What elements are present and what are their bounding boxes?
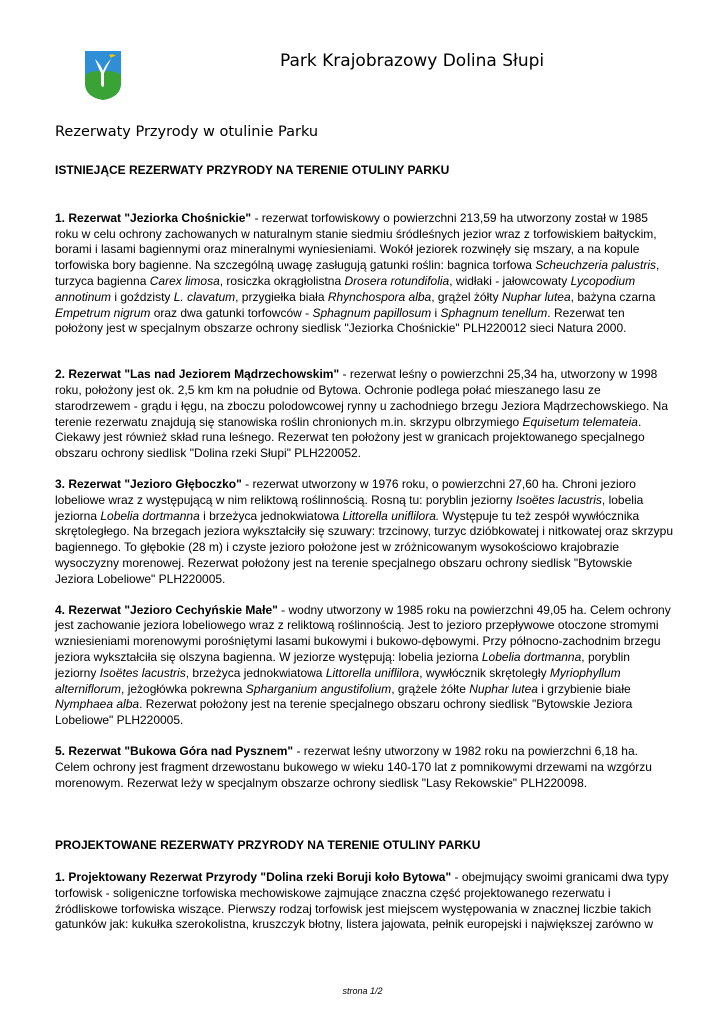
species-name: Nuphar lutea — [469, 681, 538, 696]
reserve-title: 1. Rezerwat "Jeziorka Chośnickie" — [55, 210, 252, 225]
text-run: . Ciekawy jest również skład runa leśnego. Rezerwat ten położony jest w granicach projektowanego specjalnego obszaru ochrony siedlisk "Dolina rzeki Słupi" PLH220052. — [55, 414, 645, 461]
section-heading-existing: ISTNIEJĄCE REZERWATY PRZYRODY NA TERENIE OTULINY PARKU — [55, 163, 450, 177]
text-run: . Rezerwat ten położony jest w specjalnym obszarze ochrony siedlisk "Jeziorka Chośnickie" PLH220012 sieci Natura 2000. — [55, 305, 627, 336]
species-name: Lobelia dortmanna — [481, 649, 582, 664]
text-run: , przygiełka biała — [235, 289, 328, 304]
reserve-title: 3. Rezerwat "Jezioro Głęboczko" — [55, 476, 242, 491]
text-run: i brzeżyca jednokwiatowa — [199, 508, 343, 523]
reserve-paragraph — [55, 367, 673, 462]
text-run: - rezerwat utworzony w 1976 roku, o powierzchni 27,60 ha. Chroni jezioro lobeliowe wraz z występującą w nim reliktową roślinnością. Rosną tu: poryblin jeziorny — [55, 476, 636, 507]
species-name: Nuphar lutea — [501, 289, 571, 304]
text-run: - rezerwat torfowiskowy o powierzchni 213,59 ha utworzony został w 1985 roku w celu ochrony zachowanych w naturalnym stanie siedmiu śródleśnych jezior wraz z torfowiskiem bałtyckim, borami i lasami bagiennymi oraz mineralnymi wyniesieniami. Wokół jeziorek rozwinęły się mszary, a na kopule torfowiska bory bagienne. Na szczególną uwagę zasługują gatunki roślin: bagnica torfowa — [55, 210, 657, 273]
species-name: Nymphaea alba — [55, 697, 140, 712]
reserve-paragraph — [55, 744, 673, 791]
reserve-title: 4. Rezerwat "Jezioro Cechyńskie Małe" — [55, 602, 278, 617]
text-run: - rezerwat leśny o powierzchni 25,34 ha, utworzony w 1998 roku, położony jest ok. 2,5 km km na południe od Bytowa. Ochronie podlega połać mieszanego lasu ze starodrzewem - grądu i łęgu, na zboczu polodowcowej rynny u zachodniego brzegu Jeziora Mądrzechowskiego. Na terenie rezerwatu znajdują się stanowiska roślin chronionych m.in. skrzypu olbrzymiego — [55, 367, 668, 429]
reserve-title: 2. Rezerwat "Las nad Jeziorem Mądrzechowskim" — [55, 367, 340, 382]
text-run: , bażyna czarna — [570, 289, 656, 304]
text-run: i goździsty — [111, 289, 174, 304]
text-run: - wodny utworzony w 1985 roku na powierzchni 49,05 ha. Celem ochrony jest zachowanie jeziora lobeliowego wraz z reliktową roślinnością. Jest to jezioro przepływowe otoczone stromymi wzniesieniami morenowymi porośniętymi lasami bukowymi i bukowo-dębowymi. Przy północno-zachodnim brzegu jeziora wykształciła się olszyna bagienna. W jeziorze występują: lobelia jeziorna — [55, 602, 671, 664]
reserve-paragraph — [55, 211, 673, 337]
reserve-description — [55, 477, 673, 586]
species-name: Scheuchzeria palustris — [535, 258, 657, 273]
species-name: Drosera rotundifolia — [344, 273, 450, 288]
page-number: strona 1/2 — [342, 986, 383, 996]
text-run: , widłaki - jałowcowaty — [449, 273, 571, 288]
species-name: Sphagnum tenellum — [440, 305, 548, 320]
reserve-title: 5. Rezerwat "Bukowa Góra nad Pysznem" — [55, 743, 294, 758]
species-name: Isoëtes lacustris — [99, 665, 186, 680]
org-title: Park Krajobrazowy Dolina Słupi — [280, 51, 545, 71]
park-logo-icon — [82, 49, 124, 101]
species-name: Isoëtes lacustris — [515, 492, 602, 507]
text-run: , rosiczka okrągłolistna — [219, 273, 345, 288]
section-heading-planned: PROJEKTOWANE REZERWATY PRZYRODY NA TERENIE OTULINY PARKU — [55, 838, 481, 853]
text-run: i — [431, 305, 441, 320]
reserve-title: 1. Projektowany Rezerwat Przyrody "Dolina rzeki Boruji koło Bytowa" — [55, 870, 452, 885]
text-run: , grążel żółty — [431, 289, 502, 304]
species-name: L. clavatum — [173, 289, 236, 304]
species-name: Lobelia dortmanna — [100, 508, 200, 523]
text-run: , lobelia jeziorna — [55, 492, 644, 523]
text-run: oraz dwa gatunki torfowców - — [150, 305, 313, 320]
species-name: Littorella uniflilora — [325, 665, 420, 680]
text-run: , brzeżyca jednokwiatowa — [185, 665, 326, 680]
species-name: Spharganium angustifolium — [245, 681, 392, 696]
document-body — [55, 163, 673, 933]
text-run: , grążele żółte — [391, 681, 470, 696]
text-run: , wywłócznik skrętoległy — [419, 665, 550, 680]
text-run: , jeżogłówka pokrewna — [121, 681, 246, 696]
text-run: i grzybienie białe — [537, 681, 631, 696]
species-name: Carex limosa — [149, 273, 220, 288]
text-run: , poryblin jeziorny — [55, 649, 630, 680]
species-name: Littorella uniflilora. — [342, 508, 440, 523]
species-name: Empetrum nigrum — [55, 305, 151, 320]
reserve-description — [55, 603, 671, 728]
text-run: Występuje tu też zespół wywłócznika skrętoległego. Na brzegach jeziora wykształciły się szuwary: trzcinowy, turzyc dzióbkowatej i nitkowatej oraz skrzypu bagiennego. To głębokie (28 m) i czyste jezioro położone jest w zróżnicowanym wysokościowo krajobrazie wysoczyzny morenowej. Rezerwat położony jest na terenie specjalnego obszaru ochrony siedlisk "Bytowskie Jeziora Lobeliowe" PLH220005. — [55, 508, 674, 586]
species-name: Sphagnum papillosum — [312, 305, 432, 320]
reserve-description — [55, 211, 659, 336]
species-name: Lycopodium annotinum — [55, 273, 636, 304]
species-name: Equisetum telemateia — [522, 414, 638, 429]
text-run: - obejmujący swoimi granicami dwa typy torfowisk - soligeniczne torfowiska mechowiskowe zajmujące znaczna część projektowanego rezerwatu i źródliskowe torfowiska wiszące. Pierwszy rodzaj torfowisk jest miejscem występowania w znacznej liczbie takich gatunków jak: kukułka szerokolistna, kruszczyk błotny, listera jajowata, pełnik europejski i największej zarówno w — [55, 870, 669, 932]
reserve-paragraph — [55, 870, 673, 933]
text-run: - rezerwat leśny utworzony w 1982 roku na powierzchni 6,18 ha. Celem ochrony jest fragment drzewostanu bukowego w wieku 140-170 lat z pomnikowymi drzewami na wzgórzu morenowym. Rezerwat leży w specjalnym obszarze ochrony siedlisk "Lasy Rekowskie" PLH220098. — [55, 743, 652, 790]
text-run: , turzyca bagienna — [55, 258, 660, 288]
text-run: . Rezerwat położony jest na terenie specjalnego obszaru ochrony siedlisk "Bytowskie Jeziora Lobeliowe" PLH220005. — [55, 697, 633, 728]
reserve-paragraph — [55, 477, 673, 588]
reserve-paragraph — [55, 603, 673, 729]
page-title: Rezerwaty Przyrody w otulinie Parku — [55, 124, 319, 140]
species-name: Rhynchospora alba — [327, 289, 432, 304]
species-name: Myriophyllum alterniflorum — [55, 665, 621, 696]
